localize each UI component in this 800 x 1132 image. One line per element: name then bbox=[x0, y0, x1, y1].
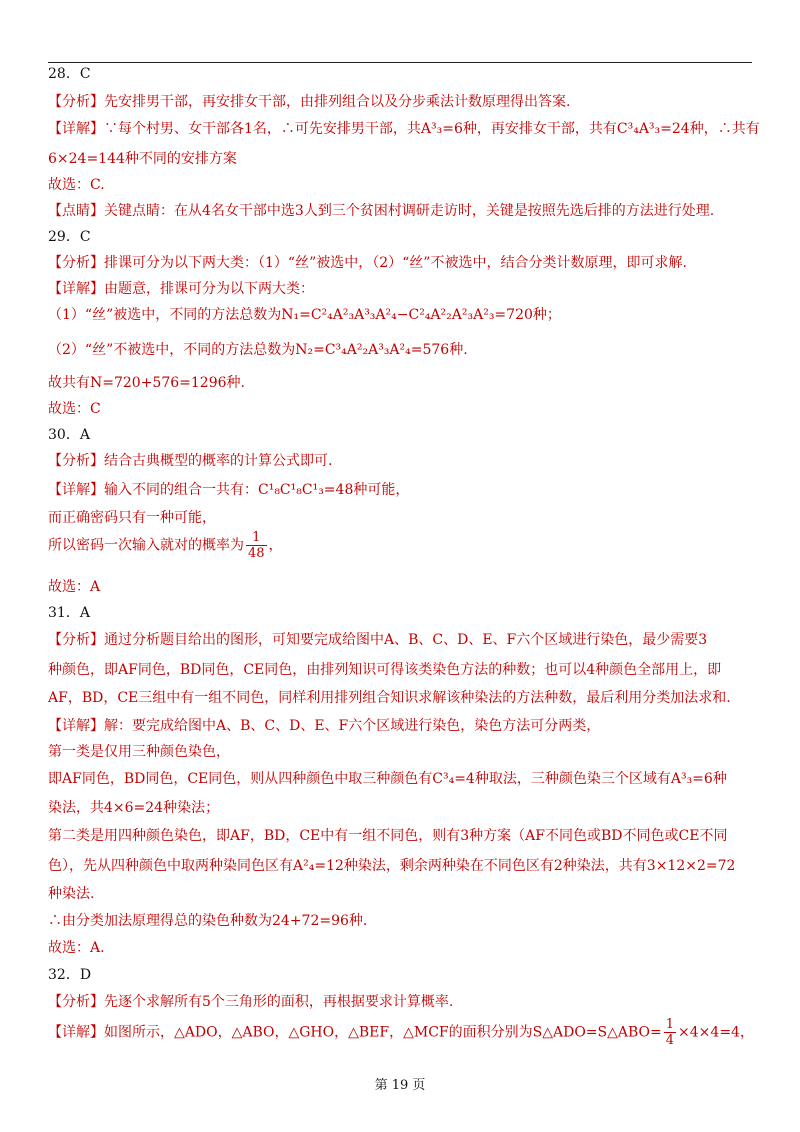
line-text: 【详解】如图所示，△ADO，△ABO，△GHO，△BEF，△MCF的面积分别为S△ADO=S△ABO= bbox=[48, 1024, 662, 1041]
line-text: 故选：A. bbox=[48, 940, 105, 956]
line-text: （2）“丝”不被选中，不同的方法总数为N₂=C³₄A²₂A³₃A²₄=576种. bbox=[48, 342, 468, 358]
line-text: 【详解】解：要完成给图中A、B、C、D、E、F六个区域进行染色，染色方法可分两类， bbox=[48, 718, 601, 734]
solution-line bbox=[48, 175, 752, 195]
line-text: 第二类是用四种颜色染色，即AF，BD，CE中有一组不同色，则有3种方案（AF不同色或BD不同色或CE不同 bbox=[48, 828, 728, 844]
solution-line bbox=[48, 305, 752, 325]
header-rule bbox=[48, 62, 752, 63]
page-number: 第 19 页 bbox=[374, 1078, 426, 1093]
fraction-numerator: 1 bbox=[246, 530, 267, 546]
solution-line bbox=[48, 399, 752, 419]
fraction-1-4 bbox=[664, 1017, 676, 1048]
solution-line bbox=[48, 451, 752, 471]
solution-line bbox=[48, 201, 752, 221]
line-text: （1）“丝”被选中，不同的方法总数为N₁=C²₄A²₃A³₃A²₄−C²₄A²₂A²₃A²₃=720种； bbox=[48, 307, 561, 323]
solution-line bbox=[48, 769, 752, 789]
question-number bbox=[48, 965, 752, 985]
solution-line bbox=[48, 508, 752, 528]
fraction-denominator: 48 bbox=[248, 546, 265, 561]
solution-line bbox=[48, 630, 752, 650]
solution-line bbox=[48, 856, 752, 876]
question-number bbox=[48, 64, 752, 84]
solution-line bbox=[48, 279, 752, 299]
line-text: 故共有N=720+576=1296种. bbox=[48, 375, 245, 391]
line-text: 【点睛】关键点睛：在从4名女干部中选3人到三个贫困村调研走访时，关键是按照先选后排的方法进行处理. bbox=[48, 203, 715, 219]
question-number bbox=[48, 425, 752, 445]
line-text: 而正确密码只有一种可能， bbox=[48, 510, 216, 526]
line-text: 31．A bbox=[48, 605, 90, 621]
line-text: 即AF同色，BD同色，CE同色，则从四种颜色中取三种颜色有C³₄=4种取法，三种颜色染三个区域有A³₃=6种 bbox=[48, 771, 727, 787]
solution-line bbox=[48, 92, 752, 112]
solution-line bbox=[48, 149, 752, 169]
line-text: 【详解】由题意，排课可分为以下两大类： bbox=[48, 281, 314, 297]
line-text: 故选：C bbox=[48, 401, 101, 417]
fraction-1-48 bbox=[246, 530, 267, 561]
solution-line bbox=[48, 1017, 752, 1048]
line-text: 【分析】排课可分为以下两大类：（1）“丝”被选中，（2）“丝”不被选中，结合分类计数原理，即可求解. bbox=[48, 255, 687, 271]
solution-line bbox=[48, 742, 752, 762]
solution-line bbox=[48, 826, 752, 846]
line-text: 故选：A bbox=[48, 579, 101, 595]
fraction-denominator: 4 bbox=[665, 1033, 675, 1048]
solution-line bbox=[48, 253, 752, 273]
solution-line bbox=[48, 480, 752, 500]
line-text: 所以密码一次输入就对的概率为 bbox=[48, 537, 244, 554]
line-text: 【详解】输入不同的组合一共有：C¹₈C¹₈C¹₃=48种可能， bbox=[48, 482, 410, 498]
solution-line bbox=[48, 340, 752, 360]
line-tail: ×4×4=4， bbox=[678, 1024, 754, 1041]
line-text: 29．C bbox=[48, 229, 91, 245]
solution-line bbox=[48, 938, 752, 958]
solution-line bbox=[48, 911, 752, 931]
solution-line bbox=[48, 884, 752, 904]
line-text: 色），先从四种颜色中取两种染同色区有A²₄=12种染法，剩余两种染在不同色区有2种染法，共有3×12×2=72 bbox=[48, 858, 736, 874]
line-text: 第一类是仅用三种颜色染色， bbox=[48, 744, 230, 760]
line-text: 染法，共4×6=24种染法； bbox=[48, 800, 220, 816]
line-text: 28．C bbox=[48, 66, 91, 82]
solution-line bbox=[48, 119, 760, 139]
solution-line bbox=[48, 798, 752, 818]
question-number bbox=[48, 603, 752, 623]
solution-line bbox=[48, 688, 752, 708]
line-text: AF，BD，CE三组中有一组不同色，同样利用排列组合知识求解该种染法的方法种数，最后利用分类加法求和. bbox=[48, 690, 731, 706]
solution-line: 所以密码一次输入就对的概率为 $\frac{1}{48}$ ， bbox=[48, 530, 283, 561]
line-text: 【分析】先安排男干部，再安排女干部，由排列组合以及分步乘法计数原理得出答案. bbox=[48, 94, 571, 110]
solution-line bbox=[48, 577, 752, 597]
line-text: 故选：C. bbox=[48, 177, 105, 193]
line-text: 种染法. bbox=[48, 886, 95, 902]
solution-line bbox=[48, 716, 752, 736]
line-text: 【详解】∵每个村男、女干部各1名，∴可先安排男干部，共A³₃=6种，再安排女干部，共有C³₄A³₃=24种，∴共有 bbox=[48, 121, 760, 137]
line-text: 30．A bbox=[48, 427, 90, 443]
solution-line bbox=[48, 373, 752, 393]
line-text: 6×24=144种不同的安排方案 bbox=[48, 151, 237, 167]
fraction-numerator: 1 bbox=[665, 1017, 675, 1032]
solution-line bbox=[48, 660, 752, 680]
line-text: 种颜色，即AF同色，BD同色，CE同色，由排列知识可得该类染色方法的种数；也可以4种颜色全部用上，即 bbox=[48, 662, 722, 678]
line-text: 【分析】通过分析题目给出的图形，可知要完成给图中A、B、C、D、E、F六个区域进行染色，最少需要3 bbox=[48, 632, 708, 648]
line-text: 【分析】结合古典概型的概率的计算公式即可. bbox=[48, 453, 333, 469]
question-number bbox=[48, 227, 752, 247]
line-text: 32．D bbox=[48, 967, 92, 983]
line-text: ∴由分类加法原理得总的染色种数为24+72=96种. bbox=[48, 913, 368, 929]
line-text: 【分析】先逐个求解所有5个三角形的面积，再根据要求计算概率. bbox=[48, 994, 454, 1010]
solution-line bbox=[48, 992, 752, 1012]
